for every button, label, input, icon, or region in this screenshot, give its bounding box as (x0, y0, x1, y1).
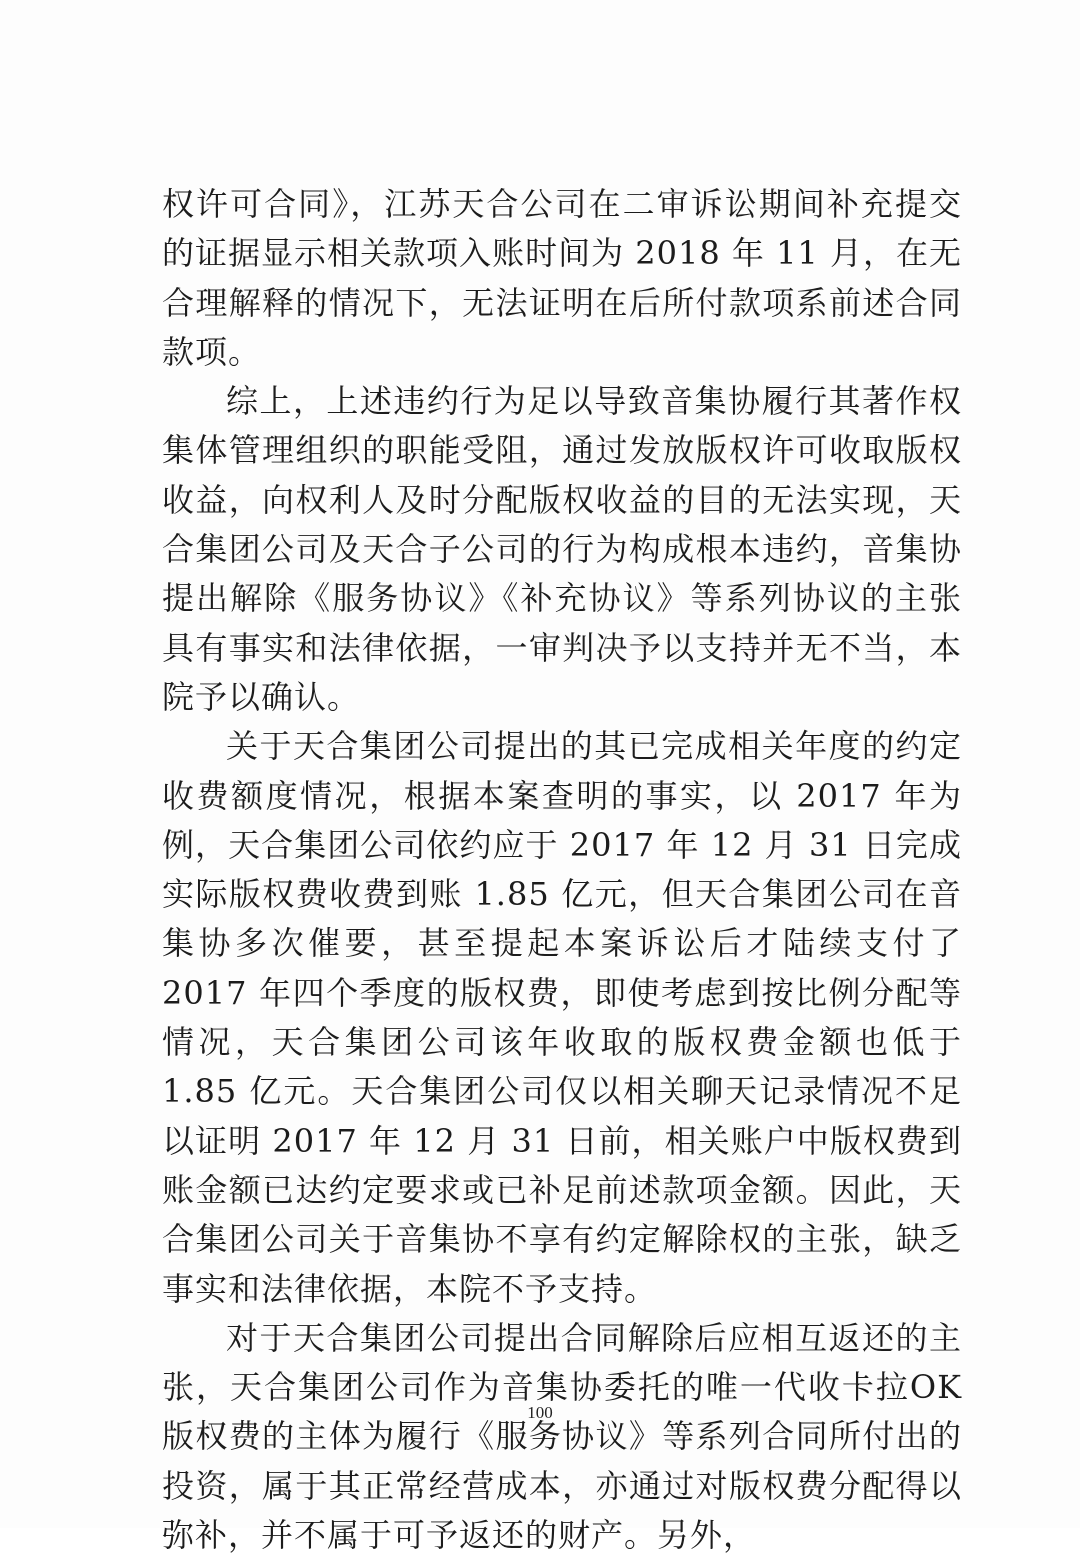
paragraph-3: 关于天合集团公司提出的其已完成相关年度的约定收费额度情况，根据本案查明的事实，以 2017 年为例，天合集团公司依约应于 2017 年 12 月 31 日完成实际版权费收费到账 1.85 亿元，但天合集团公司在音集协多次催要，甚至提起本案诉讼后才陆续支付了 2017 年四个季度的版权费，即使考虑到按比例分配等情况，天合集团公司该年收取的版权费金额也低于 1.85 亿元。天合集团公司仅以相关聊天记录情况不足以证明 2017 年 12 月 31 日前，相关账户中版权费到账金额已达约定要求或已补足前述款项金额。因此，天合集团公司关于音集协不享有约定解除权的主张，缺乏事实和法律依据，本院不予支持。 (162, 727, 962, 1308)
paragraph-2: 综上，上述违约行为足以导致音集协履行其著作权集体管理组织的职能受阻，通过发放版权许可收取版权收益，向权利人及时分配版权收益的目的无法实现，天合集团公司及天合子公司的行为构成根本违约，音集协提出解除《服务协议》《补充协议》等系列协议的主张具有事实和法律依据，一审判决予以支持并无不当，本院予以确认。 (162, 382, 962, 716)
document-body (162, 180, 962, 1560)
paragraph-1: 权许可合同》，江苏天合公司在二审诉讼期间补充提交的证据显示相关款项入账时间为 2018 年 11 月，在无合理解释的情况下，无法证明在后所付款项系前述合同款项。 (162, 185, 962, 371)
page-number: 100 (527, 1403, 553, 1422)
paragraph-4: 对于天合集团公司提出合同解除后应相互返还的主张，天合集团公司作为音集协委托的唯一代收卡拉OK版权费的主体为履行《服务协议》等系列合同所付出的投资，属于其正常经营成本，亦通过对版权费分配得以弥补，并不属于可予返还的财产。另外， (162, 1318, 962, 1555)
